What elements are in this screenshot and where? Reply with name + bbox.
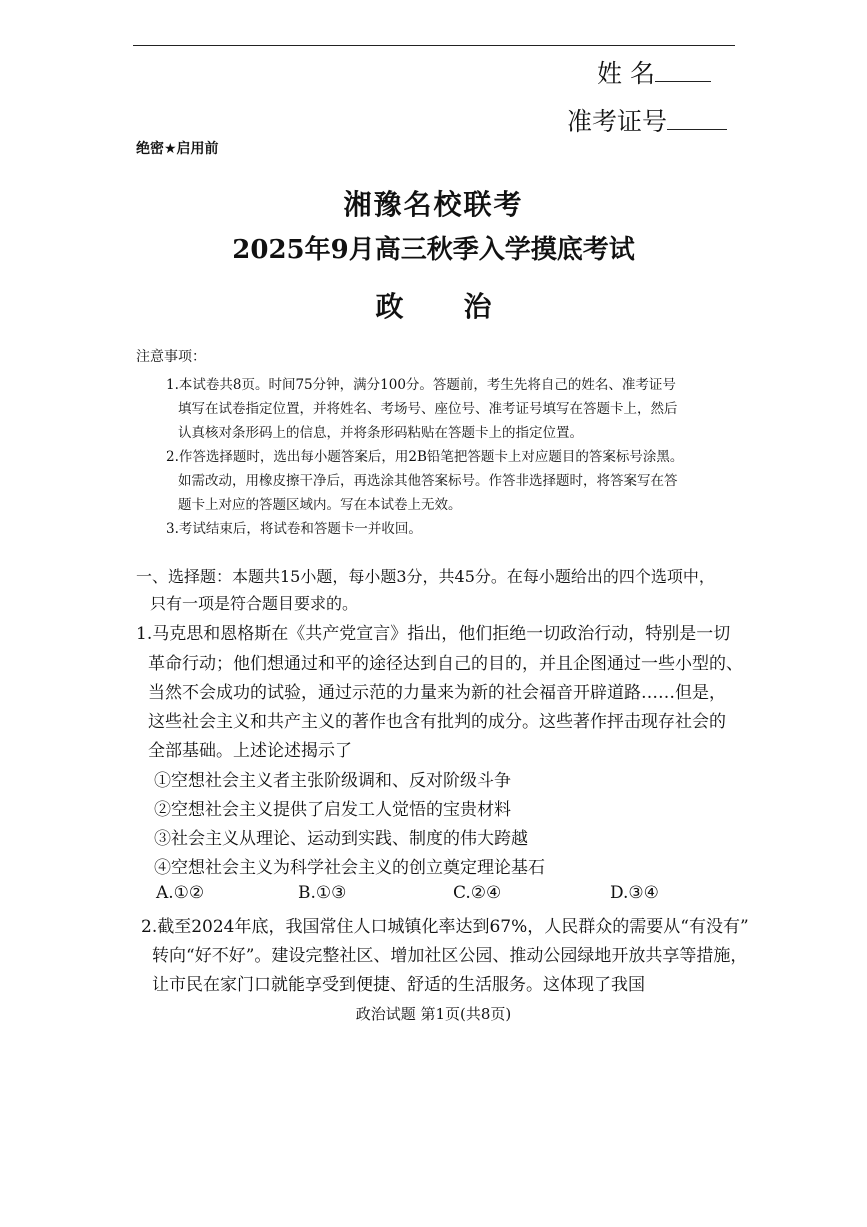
section-instruction: 一、选择题：本题共15小题，每小题3分，共45分。在每小题给出的四个选项中， xyxy=(136,567,715,586)
question-1-option-a[interactable]: A.①② xyxy=(156,883,205,903)
question-1-statement: ④空想社会主义为科学社会主义的创立奠定理论基石 xyxy=(154,858,545,878)
exam-id-blank[interactable] xyxy=(667,107,727,130)
note-line: 如需改动，用橡皮擦干净后，再选涂其他答案标号。作答非选择题时，将答案写在答 xyxy=(178,473,678,489)
page-footer: 政治试题 第1页(共8页) xyxy=(355,1005,512,1023)
question-1-statement: ②空想社会主义提供了启发工人觉悟的宝贵材料 xyxy=(154,800,511,820)
exam-id-field xyxy=(567,102,727,138)
question-1-stem: 当然不会成功的试验，通过示范的力量来为新的社会福音开辟道路……但是， xyxy=(148,683,726,703)
note-line: 题卡上对应的答题区域内。写在本试卷上无效。 xyxy=(178,497,462,513)
note-line: 2.作答选择题时，选出每小题答案后，用2B铅笔把答题卡上对应题目的答案标号涂黑。 xyxy=(166,449,684,465)
name-blank[interactable] xyxy=(655,59,711,82)
question-1-option-d[interactable]: D.③④ xyxy=(610,883,659,903)
name-field xyxy=(597,54,711,90)
exam-name-title: 2025年9月高三秋季入学摸底考试 xyxy=(232,235,635,265)
question-1-stem: 全部基础。上述论述揭示了 xyxy=(148,741,352,761)
notes-heading: 注意事项： xyxy=(136,349,206,365)
question-1-stem: 1.马克思和恩格斯在《共产党宣言》指出，他们拒绝一切政治行动，特别是一切 xyxy=(136,624,731,644)
secret-mark: 绝密★启用前 xyxy=(136,141,219,157)
name-label: 姓 名 xyxy=(597,59,655,88)
question-2-stem: 2.截至2024年底，我国常住人口城镇化率达到67%，人民群众的需要从“有没有” xyxy=(141,917,749,937)
note-line: 3.考试结束后，将试卷和答题卡一并收回。 xyxy=(166,521,422,537)
note-line: 认真核对条形码上的信息，并将条形码粘贴在答题卡上的指定位置。 xyxy=(178,425,583,441)
question-1-stem: 这些社会主义和共产主义的著作也含有批判的成分。这些著作抨击现存社会的 xyxy=(148,712,726,732)
note-line: 1.本试卷共8页。时间75分钟，满分100分。答题前，考生先将自己的姓名、准考证号 xyxy=(166,377,676,393)
top-rule xyxy=(133,45,735,46)
question-1-statement: ①空想社会主义者主张阶级调和、反对阶级斗争 xyxy=(154,771,511,791)
section-instruction: 只有一项是符合题目要求的。 xyxy=(150,594,359,613)
question-1-option-b[interactable]: B.①③ xyxy=(298,883,347,903)
question-2-stem: 转向“好不好”。建设完整社区、增加社区公园、推动公园绿地开放共享等措施， xyxy=(152,946,748,966)
note-line: 填写在试卷指定位置，并将姓名、考场号、座位号、准考证号填写在答题卡上，然后 xyxy=(178,401,678,417)
question-2-stem: 让市民在家门口就能享受到便捷、舒适的生活服务。这体现了我国 xyxy=(152,975,645,995)
question-1-option-c[interactable]: C.②④ xyxy=(453,883,502,903)
subject-title: 政治 xyxy=(375,290,552,323)
question-1-stem: 革命行动；他们想通过和平的途径达到自己的目的，并且企图通过一些小型的、 xyxy=(148,654,743,674)
question-1-statement: ③社会主义从理论、运动到实践、制度的伟大跨越 xyxy=(154,829,528,849)
exam-id-label: 准考证号 xyxy=(567,107,668,136)
exam-union-title: 湘豫名校联考 xyxy=(343,188,524,221)
